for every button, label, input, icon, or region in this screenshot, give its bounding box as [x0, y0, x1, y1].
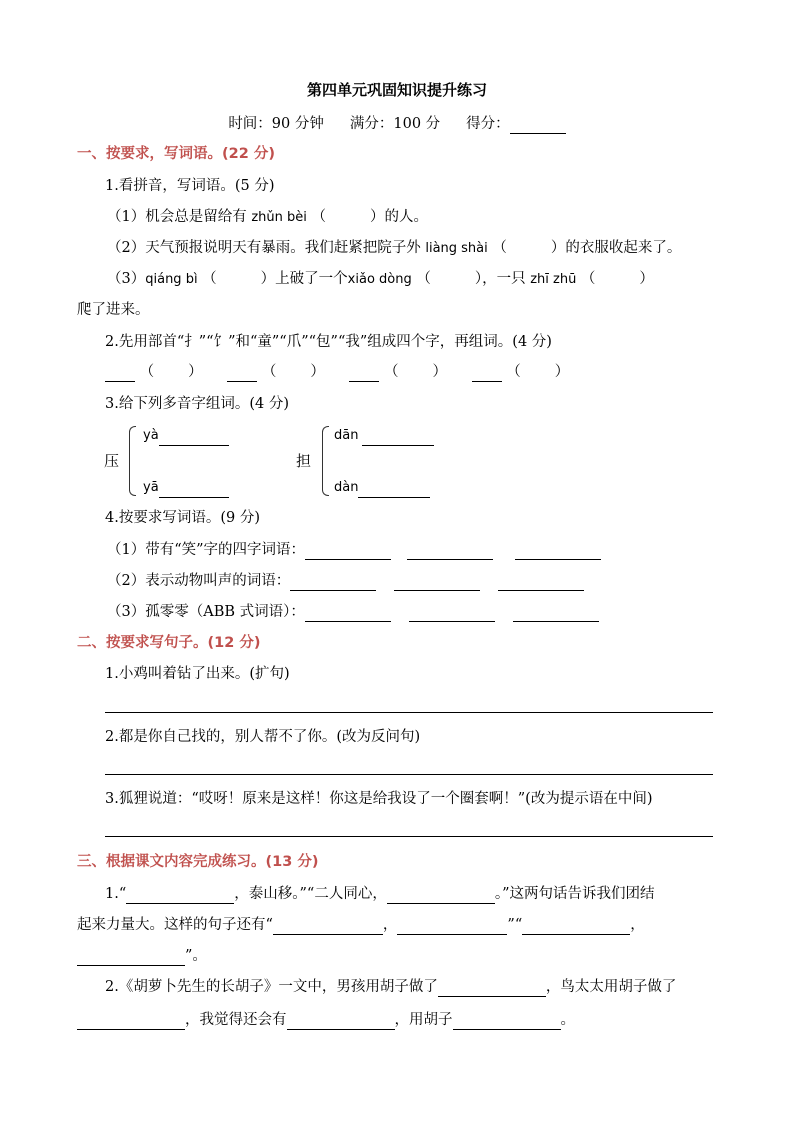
reading-2: dàn	[334, 480, 359, 495]
text: ，我觉得还会有	[185, 1012, 287, 1028]
text: ）	[432, 364, 448, 380]
text: ）的衣服收起来了。	[550, 240, 682, 256]
text: 起来力量大。这样的句子还有“	[77, 917, 273, 933]
text: （2）天气预报说明天有暴雨。我们赶紧把院子外	[107, 240, 421, 256]
text: 2.《胡萝卜先生的长胡子》一文中，男孩用胡子做了	[105, 979, 438, 995]
text: （	[139, 364, 155, 380]
q1-4-line-1	[107, 540, 601, 560]
pinyin	[143, 478, 229, 498]
text: ），一只	[474, 271, 526, 287]
text: ，泰山移。”“二人同心，	[234, 886, 387, 902]
polyphone-char-1: 压	[104, 452, 120, 470]
text: （1）带有“笑”字的四字词语：	[107, 542, 306, 558]
text: ）	[554, 364, 570, 380]
word-blank[interactable]	[159, 431, 229, 446]
score-label: 得分：	[466, 116, 510, 132]
fill-blank[interactable]	[273, 920, 383, 935]
page-title: 第四单元巩固知识提升练习	[306, 81, 487, 99]
pinyin	[143, 426, 229, 446]
q3-2-line-2	[77, 1010, 575, 1030]
q1-1-line-4: 爬了进来。	[77, 302, 150, 318]
text: （3）	[107, 271, 146, 287]
q1-1-title: 1.看拼音，写词语。(5 分)	[105, 178, 275, 194]
text: （	[202, 271, 217, 287]
text: （1）机会总是留给有	[107, 209, 247, 225]
pinyin: liàng shài	[425, 241, 488, 256]
char-blank[interactable]	[349, 367, 379, 382]
text: ）	[639, 271, 654, 287]
reading-1: yà	[143, 428, 159, 443]
fill-blank[interactable]	[387, 889, 495, 904]
word-blank[interactable]	[362, 431, 434, 446]
q1-1-line-2	[107, 238, 681, 259]
polyphone-char-2: 担	[296, 452, 312, 470]
text: ）的人。	[370, 209, 428, 225]
fill-blank[interactable]	[77, 1015, 185, 1030]
text: （	[416, 271, 431, 287]
text: （2）表示动物叫声的词语：	[107, 573, 291, 589]
text: （	[261, 364, 277, 380]
answer-line[interactable]	[105, 712, 713, 713]
time-label: 时间：90 分钟	[228, 116, 324, 132]
word-blank[interactable]	[159, 483, 229, 498]
fill-blank[interactable]	[522, 920, 630, 935]
q1-1-line-1	[107, 207, 428, 228]
pinyin	[334, 426, 434, 446]
pinyin: xiǎo dòng	[347, 272, 412, 287]
text: （3）孤零零（ABB 式词语）：	[107, 604, 305, 620]
text: ，鸟太太用胡子做了	[545, 979, 677, 995]
word-blank[interactable]	[407, 545, 493, 560]
word-blank[interactable]	[498, 576, 584, 591]
section-1-header: 一、按要求，写词语。(22 分)	[77, 146, 275, 162]
fill-blank[interactable]	[126, 889, 234, 904]
q1-3-title: 3.给下列多音字组词。(4 分)	[105, 396, 289, 412]
word-blank[interactable]	[305, 545, 391, 560]
text: 。	[560, 1012, 575, 1028]
fill-blank[interactable]	[397, 920, 507, 935]
text: 1.“	[105, 886, 127, 902]
word-blank[interactable]	[394, 576, 480, 591]
text: ”。	[185, 948, 207, 964]
word-blank[interactable]	[515, 545, 601, 560]
text: 。”这两句话告诉我们团结	[494, 886, 655, 902]
reading-1: dān	[334, 428, 359, 443]
q1-2-title: 2.先用部首“扌”“饣”和“童”“爪”“包”“我”组成四个字，再组词。(4 分)	[105, 334, 552, 350]
text: ，	[382, 917, 398, 933]
pinyin: qiáng bì	[145, 272, 198, 287]
q1-4-title: 4.按要求写词语。(9 分)	[105, 510, 260, 526]
fill-blank[interactable]	[287, 1015, 395, 1030]
q3-1-line-1	[105, 884, 655, 904]
text: （	[384, 364, 399, 380]
word-blank[interactable]	[290, 576, 376, 591]
word-blank[interactable]	[513, 607, 599, 622]
text: ）	[310, 364, 325, 380]
brace-1	[129, 426, 136, 496]
q2-2-text: 2.都是你自己找的，别人帮不了你。(改为反问句)	[105, 729, 421, 745]
word-blank[interactable]	[409, 607, 495, 622]
text: ，	[630, 917, 645, 933]
text: ，用胡子	[394, 1012, 453, 1028]
fill-blank[interactable]	[77, 951, 185, 966]
text: （	[506, 364, 521, 380]
pinyin: zhǔn bèi	[251, 210, 307, 225]
answer-line[interactable]	[105, 774, 713, 775]
word-blank[interactable]	[358, 483, 430, 498]
q2-3-text: 3.狐狸说道：“哎呀！原来是这样！你这是给我设了一个圈套啊！”(改为提示语在中间)	[105, 791, 653, 807]
char-blank[interactable]	[105, 367, 135, 382]
pinyin	[334, 478, 430, 498]
section-2-header: 二、按要求写句子。(12 分)	[77, 635, 261, 651]
q3-1-line-2	[77, 915, 645, 935]
reading-2: yā	[143, 480, 159, 495]
score-blank[interactable]	[510, 119, 566, 134]
q1-4-line-2	[107, 571, 584, 591]
text: （	[492, 240, 507, 256]
pinyin: zhī zhū	[530, 272, 577, 287]
fill-blank[interactable]	[453, 1015, 561, 1030]
text: ）	[188, 364, 203, 380]
section-3-header: 三、根据课文内容完成练习。(13 分)	[77, 854, 319, 870]
q2-1-text: 1.小鸡叫着钻了出来。(扩句)	[105, 666, 290, 682]
exam-meta	[0, 114, 794, 134]
q1-1-line-3	[107, 269, 654, 290]
fill-blank[interactable]	[438, 982, 546, 997]
char-blank[interactable]	[227, 367, 257, 382]
q1-2-answers	[105, 362, 569, 382]
q3-2-line-1	[105, 977, 676, 997]
char-blank[interactable]	[472, 367, 502, 382]
full-score-label: 满分：100 分	[349, 116, 441, 132]
text: ”“	[507, 917, 523, 933]
q1-4-line-3	[107, 602, 599, 622]
text: （	[311, 209, 326, 225]
answer-line[interactable]	[105, 836, 713, 837]
text: （	[580, 271, 596, 287]
brace-2	[322, 426, 329, 496]
word-blank[interactable]	[305, 607, 391, 622]
text: ）上破了一个	[260, 271, 348, 287]
q3-1-line-3	[77, 946, 207, 966]
